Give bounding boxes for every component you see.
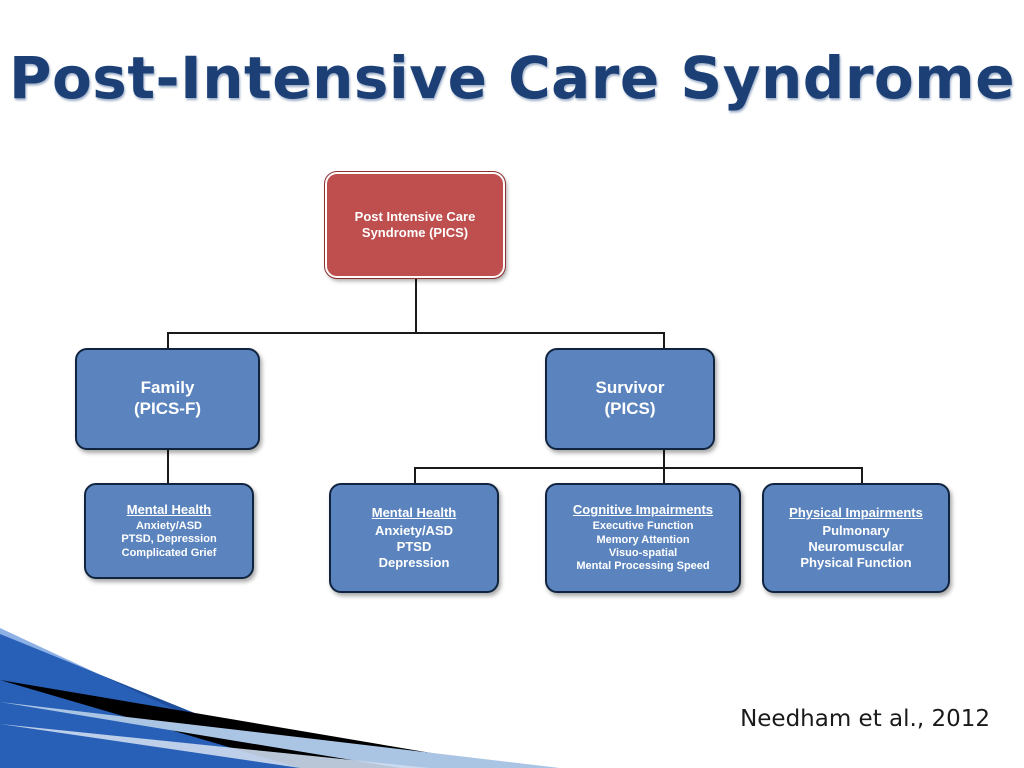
node-pics-root-line-2: Syndrome (PICS) xyxy=(361,225,469,240)
node-survivor-mental-health-item-2: PTSD xyxy=(396,539,432,554)
node-family-mental-health-heading: Mental Health xyxy=(126,501,212,517)
connector-family-to-leaf xyxy=(167,450,169,483)
node-family-line-2: (PICS-F) xyxy=(133,399,202,418)
connector-survivor-to-bar xyxy=(663,450,665,468)
node-family-mental-health-item-1: Anxiety/ASD xyxy=(135,519,203,532)
node-survivor-mental-health-item-1: Anxiety/ASD xyxy=(374,523,454,539)
node-survivor-physical-impairments[interactable] xyxy=(762,483,950,593)
citation-text: Needham et al., 2012 xyxy=(740,706,990,732)
node-pics-root-line-1: Post Intensive Care xyxy=(354,209,476,225)
node-pics-root[interactable] xyxy=(325,172,505,278)
node-family-mental-health[interactable] xyxy=(84,483,254,579)
node-family[interactable] xyxy=(75,348,260,450)
node-survivor-physical-item-2: Neuromuscular xyxy=(808,539,904,554)
node-survivor-cognitive-item-4: Mental Processing Speed xyxy=(576,560,710,573)
node-family-mental-health-item-3: Complicated Grief xyxy=(121,546,217,559)
node-survivor-cognitive-item-3: Visuo-spatial xyxy=(608,546,678,559)
node-survivor-mental-health[interactable] xyxy=(329,483,499,593)
connector-leaf-cognitive xyxy=(663,467,665,483)
node-survivor-line-1: Survivor xyxy=(595,378,665,398)
node-survivor-line-2: (PICS) xyxy=(604,399,656,418)
node-family-mental-health-item-2: PTSD, Depression xyxy=(121,533,217,546)
connector-root-vertical xyxy=(415,277,417,333)
node-survivor-physical-heading: Physical Impairments xyxy=(789,505,923,521)
connector-survivor-leaf-horizontal xyxy=(414,467,862,469)
page-title: Post-Intensive Care Syndrome xyxy=(8,44,1016,112)
connector-leaf-mental-health xyxy=(414,467,416,483)
connector-leaf-physical xyxy=(861,467,863,483)
node-survivor[interactable] xyxy=(545,348,715,450)
node-survivor-physical-item-3: Physical Function xyxy=(800,554,912,570)
node-family-line-1: Family xyxy=(140,378,195,398)
node-survivor-cognitive-impairments[interactable] xyxy=(545,483,741,593)
connector-root-horizontal xyxy=(167,332,664,334)
node-survivor-cognitive-item-1: Executive Function xyxy=(592,520,694,533)
node-survivor-physical-item-1: Pulmonary xyxy=(822,523,890,539)
node-survivor-mental-health-heading: Mental Health xyxy=(371,505,457,521)
node-survivor-cognitive-heading: Cognitive Impairments xyxy=(572,502,714,518)
node-survivor-cognitive-item-2: Memory Attention xyxy=(596,533,690,546)
node-survivor-mental-health-item-3: Depression xyxy=(378,554,450,570)
